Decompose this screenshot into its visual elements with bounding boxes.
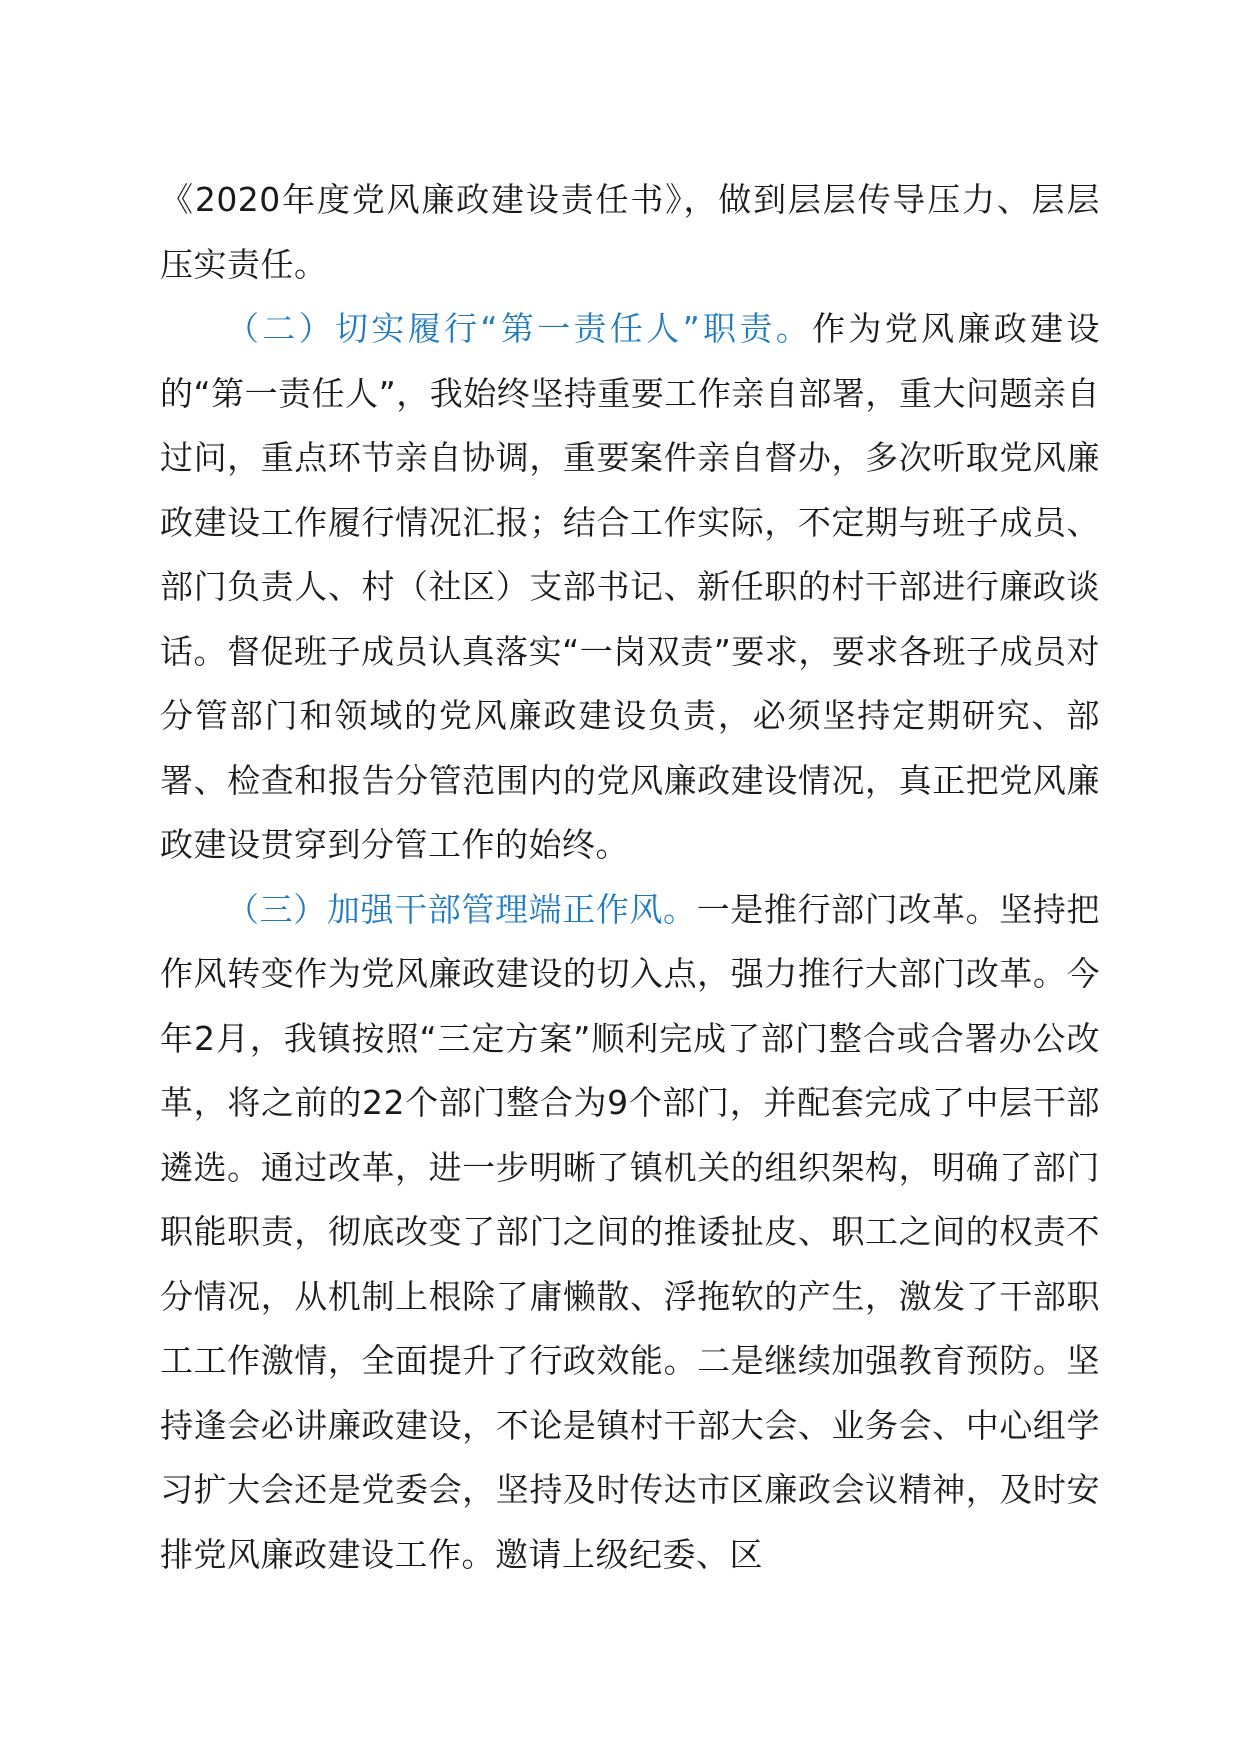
paragraph-cadre-management	[160, 878, 1100, 1588]
section-heading-3: （三）加强干部管理端正作风。	[226, 889, 697, 929]
paragraph-2-text: 作为党风廉政建设的“第一责任人”，我始终坚持重要工作亲自部署，重大问题亲自过问，重点环节亲自协调，重要案件亲自督办，多次听取党风廉政建设工作履行情况汇报；结合工作实际，不定期与班子成员、部门负责人、村（社区）支部书记、新任职的村干部进行廉政谈话。督促班子成员认真落实“一岗双责”要求，要求各班子成员对分管部门和领域的党风廉政建设负责，必须坚持定期研究、部署、检查和报告分管范围内的党风廉政建设情况，真正把党风廉政建设贯穿到分管工作的始终。	[160, 309, 1100, 864]
section-heading-2: （二）切实履行“第一责任人”职责。	[226, 309, 813, 348]
paragraph-1-text: 《2020年度党风廉政建设责任书》，做到层层传导压力、层层压实责任。	[160, 180, 1100, 284]
paragraph-3-text: 一是推行部门改革。坚持把作风转变作为党风廉政建设的切入点，强力推行大部门改革。今年2月，我镇按照“三定方案”顺利完成了部门整合或合署办公改革，将之前的22个部门整合为9个部门，并配套完成了中层干部遴选。通过改革，进一步明晰了镇机关的组织架构，明确了部门职能职责，彻底改变了部门之间的推诿扯皮、职工之间的权责不分情况，从机制上根除了庸懒散、浮拖软的产生，激发了干部职工工作激情，全面提升了行政效能。二是继续加强教育预防。坚持逢会必讲廉政建设，不论是镇村干部大会、业务会、中心组学习扩大会还是党委会，坚持及时传达市区廉政会议精神，及时安排党风廉政建设工作。邀请上级纪委、区	[160, 889, 1101, 1574]
paragraph-responsibility-letter	[160, 168, 1100, 297]
document-body	[160, 168, 1100, 1587]
paragraph-first-responsible-person	[160, 297, 1100, 878]
